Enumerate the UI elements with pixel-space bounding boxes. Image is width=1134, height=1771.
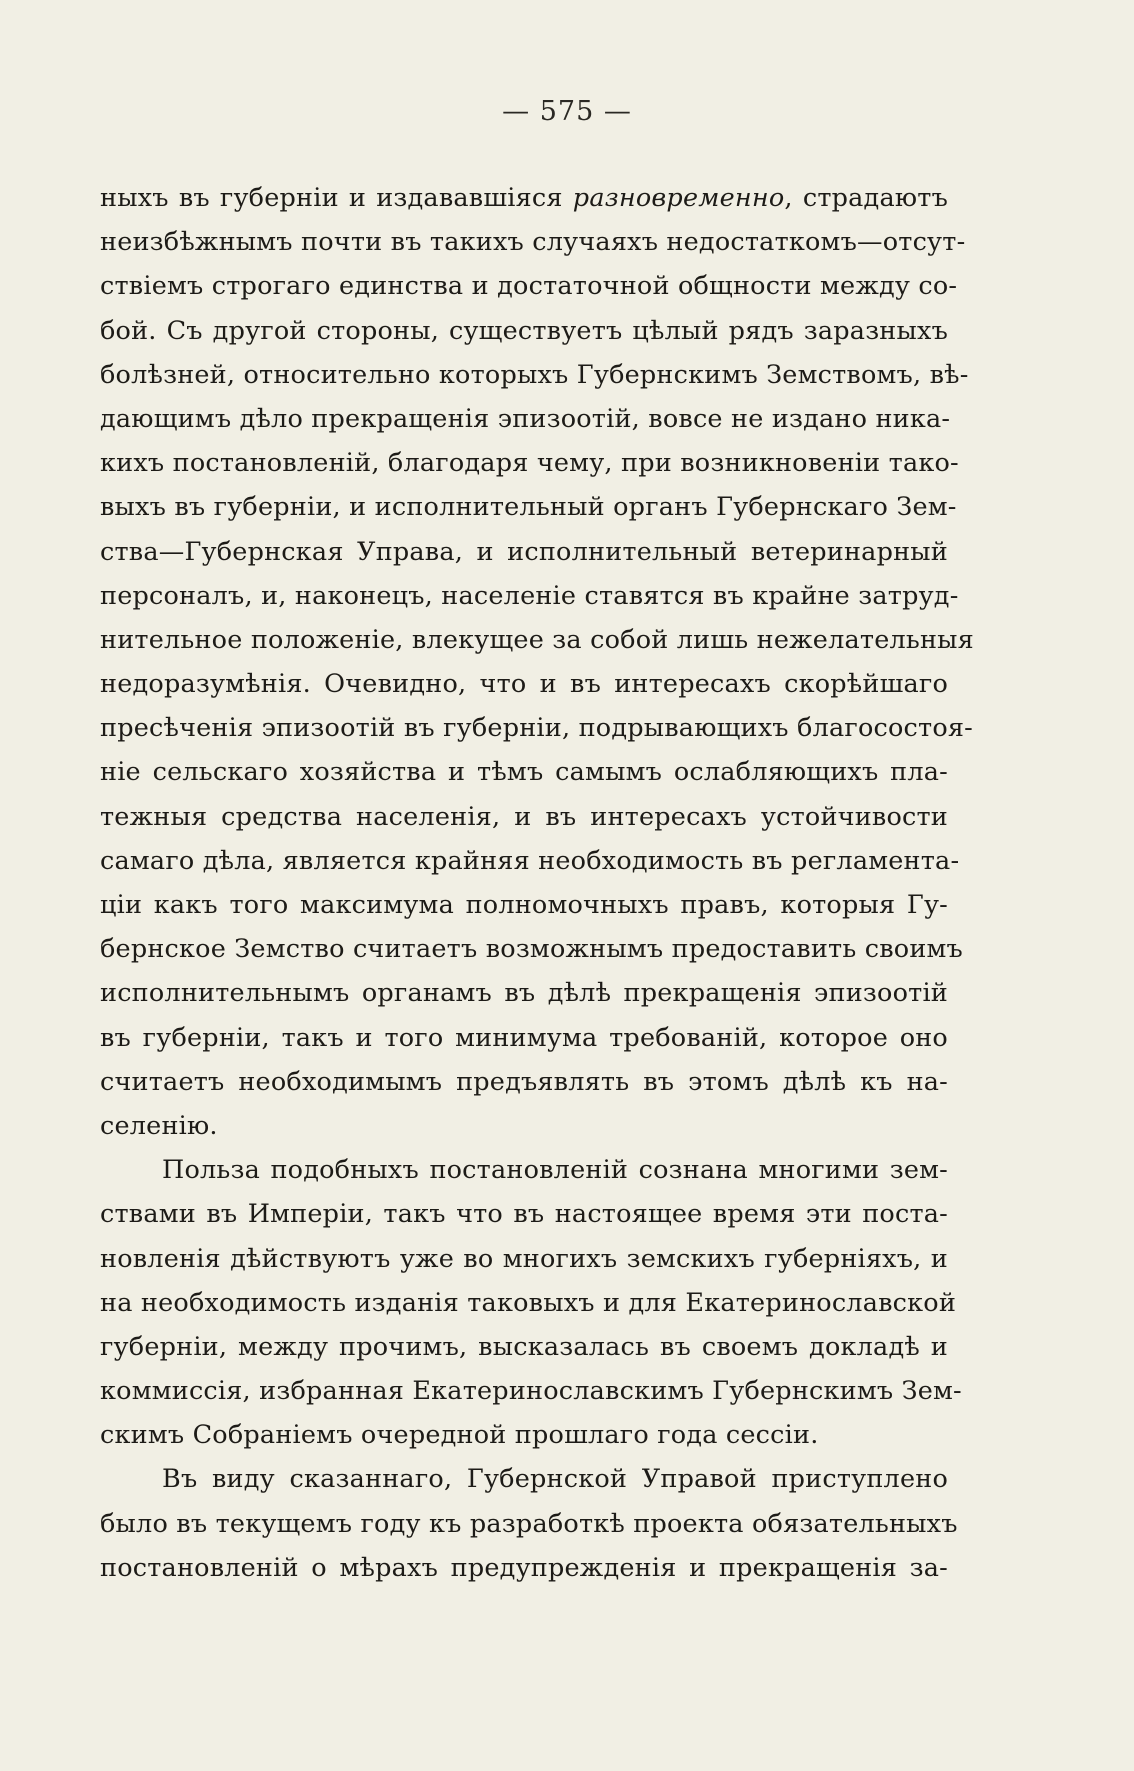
- text-line: новленія дѣйствуютъ уже во многихъ земскихъ губерніяхъ, и: [100, 1243, 948, 1274]
- text-line: ства—Губернская Управа, и исполнительный ветеринарный: [100, 536, 948, 567]
- text-line: ствіемъ строгаго единства и достаточной общности между со-: [100, 271, 958, 302]
- text-line: на необходимость изданія таковыхъ и для Екатеринославской: [100, 1287, 957, 1318]
- text-line: выхъ въ губерніи, и исполнительный органъ Губернскаго Зем-: [100, 492, 957, 523]
- text-line: недоразумѣнія. Очевидно, что и въ интересахъ скорѣйшаго: [100, 669, 948, 700]
- text-line: бернское Земство считаетъ возможнымъ предоставить своимъ: [100, 934, 963, 965]
- text-line: считаетъ необходимымъ предъявлять въ этомъ дѣлѣ къ на-: [100, 1066, 948, 1097]
- text-line: дающимъ дѣло прекращенія эпизоотій, вовсе не издано ника-: [100, 403, 951, 434]
- body-text: [100, 176, 974, 1590]
- text-line: исполнительнымъ органамъ въ дѣлѣ прекращенія эпизоотій: [100, 978, 948, 1009]
- text-line: неизбѣжнымъ почти въ такихъ случаяхъ недостаткомъ—отсут-: [100, 227, 966, 258]
- text-line: тежныя средства населенія, и въ интересахъ устойчивости: [100, 801, 948, 832]
- text-line: болѣзней, относительно которыхъ Губернскимъ Земствомъ, вѣ-: [100, 359, 969, 390]
- text-line: ціи какъ того максимума полномочныхъ правъ, которыя Гу-: [100, 890, 948, 920]
- text-line: Польза подобныхъ постановленій сознана многими зем-: [162, 1155, 948, 1186]
- text-line: [100, 176, 948, 220]
- text-line: ніе сельскаго хозяйства и тѣмъ самымъ ослабляющихъ пла-: [100, 757, 948, 788]
- text-line: скимъ Собраніемъ очередной прошлаго года сессіи.: [100, 1420, 819, 1451]
- text-line: было въ текущемъ году къ разработкѣ проекта обязательныхъ: [100, 1508, 958, 1539]
- text-line: пресѣченія эпизоотій въ губерніи, подрывающихъ благосостоя-: [100, 713, 973, 744]
- text-line: Въ виду сказаннаго, Губернской Управой приступлено: [162, 1464, 948, 1495]
- text-line: бой. Съ другой стороны, существуетъ цѣлый рядъ заразныхъ: [100, 315, 948, 346]
- text-run: , страдаютъ: [784, 183, 948, 213]
- text-line: самаго дѣла, является крайняя необходимость въ регламента-: [100, 845, 960, 876]
- text-line: кихъ постановленій, благодаря чему, при возникновеніи тако-: [100, 448, 959, 479]
- page-number: — 575 —: [502, 96, 632, 127]
- text-line: въ губерніи, такъ и того минимума требованій, которое оно: [100, 1022, 948, 1053]
- emphasized-word: разновременно: [572, 183, 785, 213]
- text-line: коммиссія, избранная Екатеринославскимъ Губернскимъ Зем-: [100, 1376, 962, 1407]
- text-run: ныхъ въ губерніи и издававшіяся: [100, 183, 573, 213]
- text-line: селенію.: [100, 1110, 218, 1141]
- text-line: губерніи, между прочимъ, высказалась въ своемъ докладѣ и: [100, 1331, 948, 1362]
- text-line: ствами въ Имперіи, такъ что въ настоящее время эти поста-: [100, 1199, 948, 1230]
- text-line: персоналъ, и, наконецъ, населеніе ставятся въ крайне затруд-: [100, 580, 959, 611]
- text-line: нительное положеніе, влекущее за собой лишь нежелательныя: [100, 624, 974, 655]
- text-line: постановленій о мѣрахъ предупрежденія и прекращенія за-: [100, 1552, 948, 1583]
